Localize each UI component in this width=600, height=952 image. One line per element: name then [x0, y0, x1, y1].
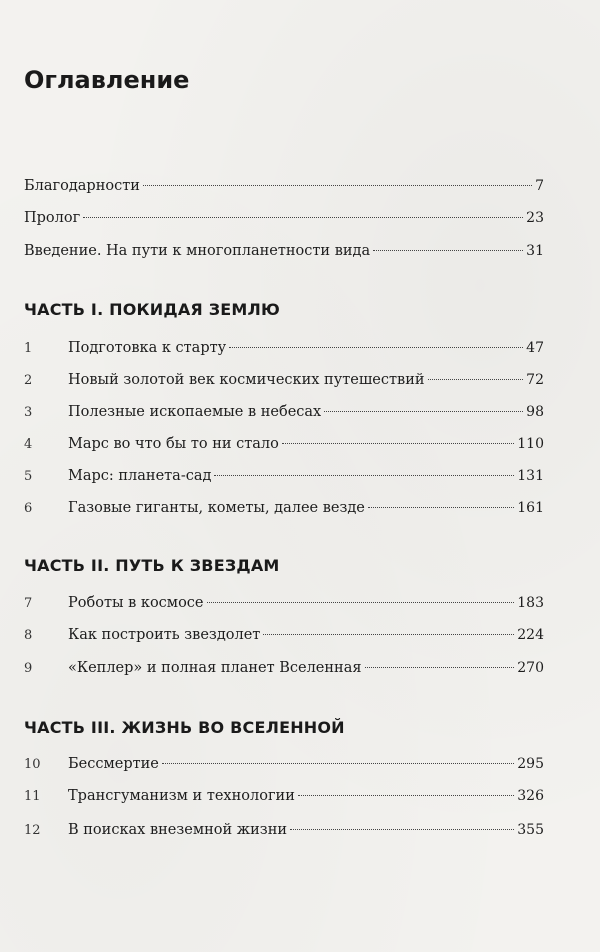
entry-page-number: 270	[517, 660, 544, 676]
entry-title: Новый золотой век космических путешествий	[68, 372, 425, 388]
dot-leader	[263, 634, 514, 635]
entry-page-number: 161	[517, 500, 544, 516]
entry-page-number: 355	[517, 822, 544, 838]
chapter-number: 4	[24, 437, 33, 452]
dot-leader	[290, 829, 514, 830]
dot-leader	[229, 347, 523, 348]
dot-leader	[324, 411, 523, 412]
toc-entry-chapter[interactable]	[24, 340, 544, 368]
chapter-number: 1	[24, 341, 33, 356]
toc-entry-chapter[interactable]	[24, 436, 544, 464]
dot-leader	[428, 379, 524, 380]
entry-page-number: 98	[526, 404, 544, 420]
entry-page-number: 295	[517, 756, 544, 772]
entry-page-number: 131	[517, 468, 544, 484]
chapter-number: 5	[24, 469, 33, 484]
chapter-number: 7	[24, 596, 33, 611]
entry-title: «Кеплер» и полная планет Вселенная	[68, 660, 362, 676]
toc-entry-chapter[interactable]	[24, 756, 544, 784]
toc-entry-acknowledgements[interactable]	[24, 178, 544, 206]
entry-title: Полезные ископаемые в небесах	[68, 404, 322, 420]
toc-entry-chapter[interactable]	[24, 822, 544, 850]
toc-entry-prologue[interactable]	[24, 210, 544, 238]
toc-entry-chapter[interactable]	[24, 788, 544, 816]
dot-leader	[368, 507, 514, 508]
toc-entry-chapter[interactable]	[24, 372, 544, 400]
dot-leader	[365, 667, 515, 668]
toc-entry-chapter[interactable]	[24, 595, 544, 623]
entry-title: В поисках внеземной жизни	[68, 822, 288, 838]
entry-title: Благодарности	[24, 178, 140, 194]
chapter-number: 12	[24, 823, 41, 838]
dot-leader	[298, 795, 514, 796]
chapter-number: 9	[24, 661, 33, 676]
dot-leader	[162, 763, 514, 764]
entry-page-number: 183	[517, 595, 544, 611]
part-heading: ЧАСТЬ I. ПОКИДАЯ ЗЕМЛЮ	[24, 300, 281, 319]
entry-title: Введение. На пути к многопланетности вида	[24, 243, 371, 259]
entry-page-number: 224	[517, 627, 544, 643]
entry-page-number: 110	[517, 436, 544, 452]
entry-page-number: 23	[526, 210, 544, 226]
entry-title: Марс: планета-сад	[68, 468, 212, 484]
toc-entry-chapter[interactable]	[24, 500, 544, 528]
entry-title: Трансгуманизм и технологии	[68, 788, 295, 804]
entry-title: Роботы в космосе	[68, 595, 204, 611]
dot-leader	[373, 250, 523, 251]
entry-title: Как построить звездолет	[68, 627, 261, 643]
entry-page-number: 326	[517, 788, 544, 804]
dot-leader	[143, 185, 532, 186]
toc-entry-chapter[interactable]	[24, 627, 544, 655]
entry-page-number: 72	[526, 372, 544, 388]
dot-leader	[282, 443, 514, 444]
toc-entry-introduction[interactable]	[24, 243, 544, 271]
dot-leader	[214, 475, 514, 476]
entry-title: Подготовка к старту	[68, 340, 227, 356]
toc-entry-chapter[interactable]	[24, 404, 544, 432]
chapter-number: 6	[24, 501, 33, 516]
entry-page-number: 31	[526, 243, 544, 259]
page-title: Оглавление	[24, 66, 190, 94]
chapter-number: 10	[24, 757, 41, 772]
entry-title: Пролог	[24, 210, 81, 226]
dot-leader	[83, 217, 523, 218]
entry-title: Газовые гиганты, кометы, далее везде	[68, 500, 365, 516]
entry-title: Бессмертие	[68, 756, 159, 772]
chapter-number: 3	[24, 405, 33, 420]
entry-page-number: 47	[526, 340, 544, 356]
entry-page-number: 7	[535, 178, 544, 194]
chapter-number: 8	[24, 628, 33, 643]
entry-title: Марс во что бы то ни стало	[68, 436, 279, 452]
toc-entry-chapter[interactable]	[24, 468, 544, 496]
chapter-number: 2	[24, 373, 33, 388]
part-heading: ЧАСТЬ II. ПУТЬ К ЗВЕЗДАМ	[24, 556, 280, 575]
toc-entry-chapter[interactable]	[24, 660, 544, 688]
chapter-number: 11	[24, 789, 41, 804]
dot-leader	[207, 602, 515, 603]
part-heading: ЧАСТЬ III. ЖИЗНЬ ВО ВСЕЛЕННОЙ	[24, 718, 345, 737]
